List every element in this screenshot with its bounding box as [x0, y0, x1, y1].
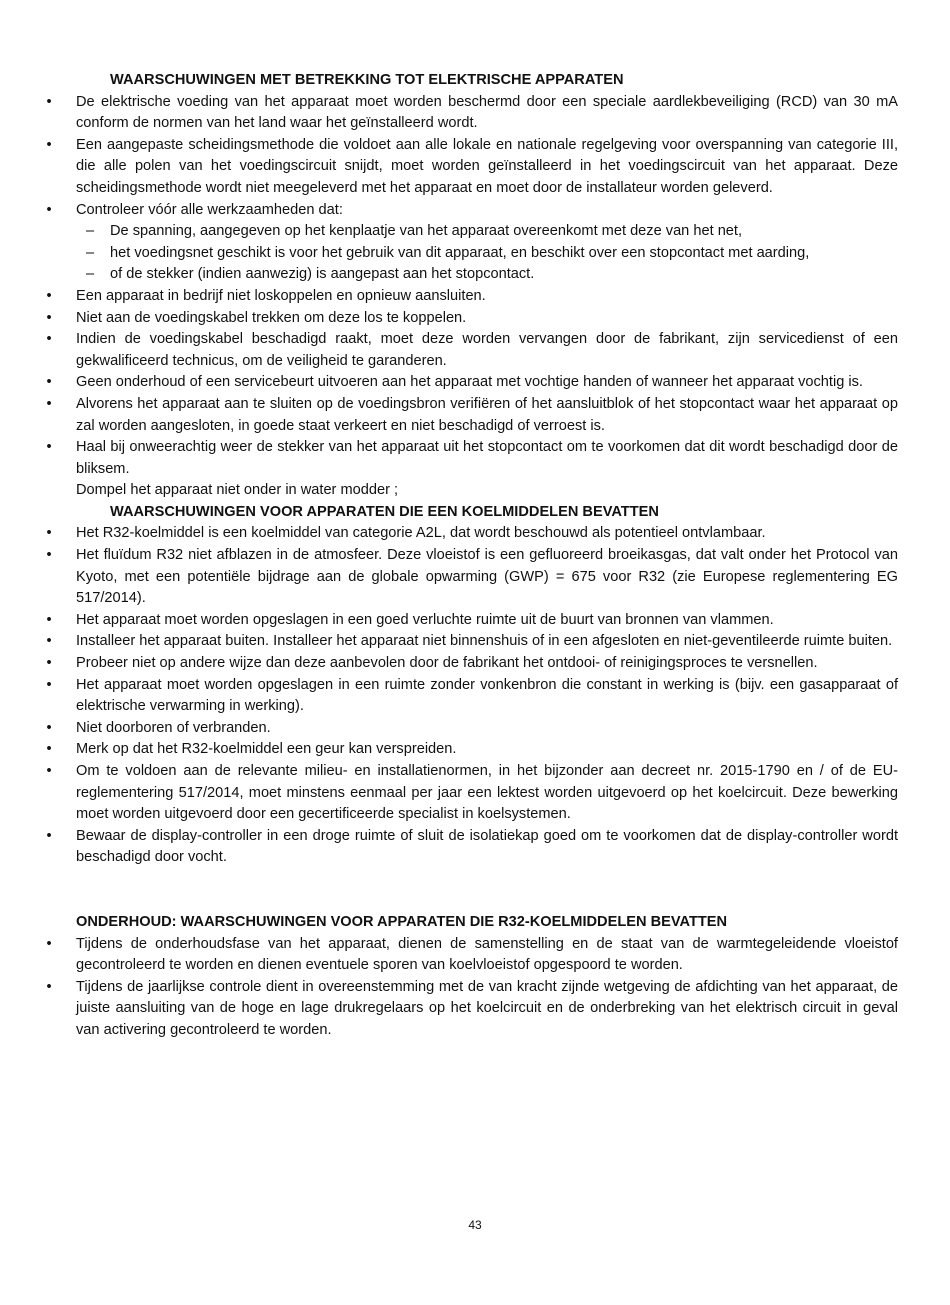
- bullet-icon: •: [46, 93, 52, 110]
- list-item: [0, 394, 950, 437]
- section-heading-refrigerant: WAARSCHUWINGEN VOOR APPARATEN DIE EEN KOELMIDDELEN BEVATTEN: [110, 503, 659, 520]
- sublist-item: [76, 243, 898, 265]
- bullet-icon: •: [46, 309, 52, 326]
- trailing-note: Dompel het apparaat niet onder in water modder ;: [76, 482, 399, 499]
- bullet-icon: •: [46, 763, 52, 779]
- dash-icon: –: [86, 244, 95, 261]
- list-item: [0, 135, 950, 200]
- bullet-icon: •: [46, 547, 52, 564]
- list-item: [0, 200, 950, 286]
- bullet-icon: •: [46, 633, 52, 650]
- list-item: [0, 934, 950, 977]
- section-heading-maintenance: ONDERHOUD: WAARSCHUWINGEN VOOR APPARATEN DIE R32-KOELMIDDELEN BEVATTEN: [76, 913, 728, 930]
- dash-icon: –: [86, 266, 95, 283]
- check-sublist: [76, 221, 898, 286]
- list-item: [0, 977, 950, 1042]
- document-page: [0, 70, 950, 1042]
- list-item-text: Het fluïdum R32 niet afblazen in de atmosfeer. Deze vloeistof is een gefluoreerd broeikasgas, dat valt onder het Protocol van Kyoto, met een potentiële bijdrage aan de globale opwarming (GWP) = 675 voor R32 (zie Europese reglementering EG 517/2014).: [76, 547, 898, 607]
- sublist-item-text: De spanning, aangegeven op het kenplaatje van het apparaat overeenkomt met deze van het net,: [110, 223, 743, 240]
- sublist-item: [76, 264, 898, 286]
- bullet-icon: •: [46, 439, 52, 456]
- sublist-item-text: het voedingsnet geschikt is voor het gebruik van dit apparaat, en beschikt over een stopcontact met aarding,: [110, 244, 810, 261]
- refrigerant-warnings-list: [0, 523, 950, 869]
- bullet-icon: •: [46, 676, 52, 693]
- list-item: [0, 92, 950, 135]
- list-item: [0, 761, 950, 826]
- bullet-icon: •: [46, 374, 52, 391]
- list-item-text: Een apparaat in bedrijf niet loskoppelen en opnieuw aansluiten.: [76, 287, 486, 304]
- list-item: [0, 610, 950, 632]
- list-item: [0, 675, 950, 718]
- list-item: [0, 718, 950, 740]
- list-item: [0, 631, 950, 653]
- maintenance-warnings-list: [0, 934, 950, 1042]
- list-item-text: Probeer niet op andere wijze dan deze aanbevolen door de fabrikant het ontdooi- of reinigingsproces te versnellen.: [76, 655, 818, 672]
- list-item-text: Het apparaat moet worden opgeslagen in een goed verluchte ruimte uit de buurt van bronnen van vlammen.: [76, 611, 774, 628]
- list-item: [0, 329, 950, 372]
- list-item-text: Tijdens de jaarlijkse controle dient in overeenstemming met de van kracht zijnde wetgeving de afdichting van het apparaat, de juiste aansluiting van de hoge en lage drukregelaars op het koelcircuit en de onderbreking van het elektrisch circuit in geval van activering gecontroleerd te worden.: [76, 978, 898, 1038]
- list-item: [0, 372, 950, 394]
- bullet-icon: •: [46, 719, 52, 736]
- bullet-icon: •: [46, 741, 52, 758]
- list-item-text: Merk op dat het R32-koelmiddel een geur kan verspreiden.: [76, 741, 457, 758]
- list-item-text: Controleer vóór alle werkzaamheden dat:: [76, 201, 343, 218]
- bullet-icon: •: [46, 201, 52, 218]
- list-item: [0, 739, 950, 761]
- bullet-icon: •: [46, 827, 52, 844]
- list-item-text: Installeer het apparaat buiten. Installeer het apparaat niet binnenshuis of in een afgesloten en niet-geventileerde ruimte buiten.: [76, 633, 893, 650]
- list-item-text: Het apparaat moet worden opgeslagen in een ruimte zonder vonkenbron die constant in werking is (bijv. een gasapparaat of elektrische verwarming in werking).: [76, 676, 898, 715]
- list-item: [0, 308, 950, 330]
- list-item: [0, 545, 950, 610]
- bullet-icon: •: [46, 525, 52, 542]
- list-item: [0, 653, 950, 675]
- list-item-text: De elektrische voeding van het apparaat moet worden beschermd door een speciale aardlekbeveiliging (RCD) van 30 mA conform de normen van het land waar het geïnstalleerd wordt.: [76, 93, 898, 132]
- bullet-icon: •: [46, 136, 52, 153]
- list-item-text: Haal bij onweerachtig weer de stekker van het apparaat uit het stopcontact om te voorkomen dat dit wordt beschadigd door de bliksem.: [76, 439, 898, 477]
- list-item-text: Bewaar de display-controller in een droge ruimte of sluit de isolatiekap goed om te voorkomen dat de display-controller wordt beschadigd door vocht.: [76, 827, 898, 866]
- electrical-warnings-list: [0, 92, 950, 481]
- list-item-text: Geen onderhoud of een servicebeurt uitvoeren aan het apparaat met vochtige handen of wanneer het apparaat vochtig is.: [76, 374, 863, 391]
- list-item-text: Niet aan de voedingskabel trekken om deze los te koppelen.: [76, 309, 467, 326]
- section-heading-electrical: WAARSCHUWINGEN MET BETREKKING TOT ELEKTRISCHE APPARATEN: [110, 72, 624, 88]
- list-item-text: Om te voldoen aan de relevante milieu- en installatienormen, in het bijzonder aan decreet nr. 2015-1790 en / of de EU-reglementering 517/2014, moet minstens eenmaal per jaar een lektest worden uitgevoerd op het koelcircuit. Deze bewerking moet worden uitgevoerd door een gecertificeerde specialist in koelsystemen.: [76, 763, 898, 823]
- sublist-item: [76, 221, 898, 243]
- list-item-text: Het R32-koelmiddel is een koelmiddel van categorie A2L, dat wordt beschouwd als potentieel ontvlambaar.: [76, 525, 766, 542]
- list-item: [0, 286, 950, 308]
- list-item: [0, 523, 950, 545]
- page-number: 43: [468, 1218, 482, 1232]
- bullet-icon: •: [46, 978, 52, 995]
- bullet-icon: •: [46, 935, 52, 952]
- list-item-text: Alvorens het apparaat aan te sluiten op de voedingsbron verifiëren of het aansluitblok of het stopcontact waar het apparaat op zal worden aangesloten, in goede staat verkeert en niet beschadigd of verroest is.: [76, 395, 898, 434]
- bullet-icon: •: [46, 611, 52, 628]
- bullet-icon: •: [46, 395, 52, 412]
- list-item: [0, 437, 950, 480]
- list-item: [0, 826, 950, 869]
- dash-icon: –: [86, 223, 95, 240]
- list-item-text: Indien de voedingskabel beschadigd raakt, moet deze worden vervangen door de fabrikant, zijn servicedienst of een gekwalificeerd technicus, om de veiligheid te garanderen.: [76, 331, 898, 369]
- bullet-icon: •: [46, 287, 52, 304]
- list-item-text: Niet doorboren of verbranden.: [76, 719, 271, 736]
- bullet-icon: •: [46, 331, 52, 348]
- list-item-text: Een aangepaste scheidingsmethode die voldoet aan alle lokale en nationale regelgeving voor overspanning van categorie III, die alle polen van het voedingscircuit snijdt, moet worden geïnstalleerd in het voedingscircuit van het apparaat. Deze scheidingsmethode wordt niet meegeleverd met het apparaat en moet door de installateur worden geleverd.: [76, 136, 898, 196]
- bullet-icon: •: [46, 655, 52, 672]
- list-item-text: Tijdens de onderhoudsfase van het apparaat, dienen de samenstelling en de staat van de warmtegeleidende vloeistof gecontroleerd te worden en dienen eventuele sporen van koelvloeistof opgespoord te worden.: [76, 935, 898, 974]
- section-spacer: [0, 869, 950, 912]
- sublist-item-text: of de stekker (indien aanwezig) is aangepast aan het stopcontact.: [110, 266, 535, 283]
